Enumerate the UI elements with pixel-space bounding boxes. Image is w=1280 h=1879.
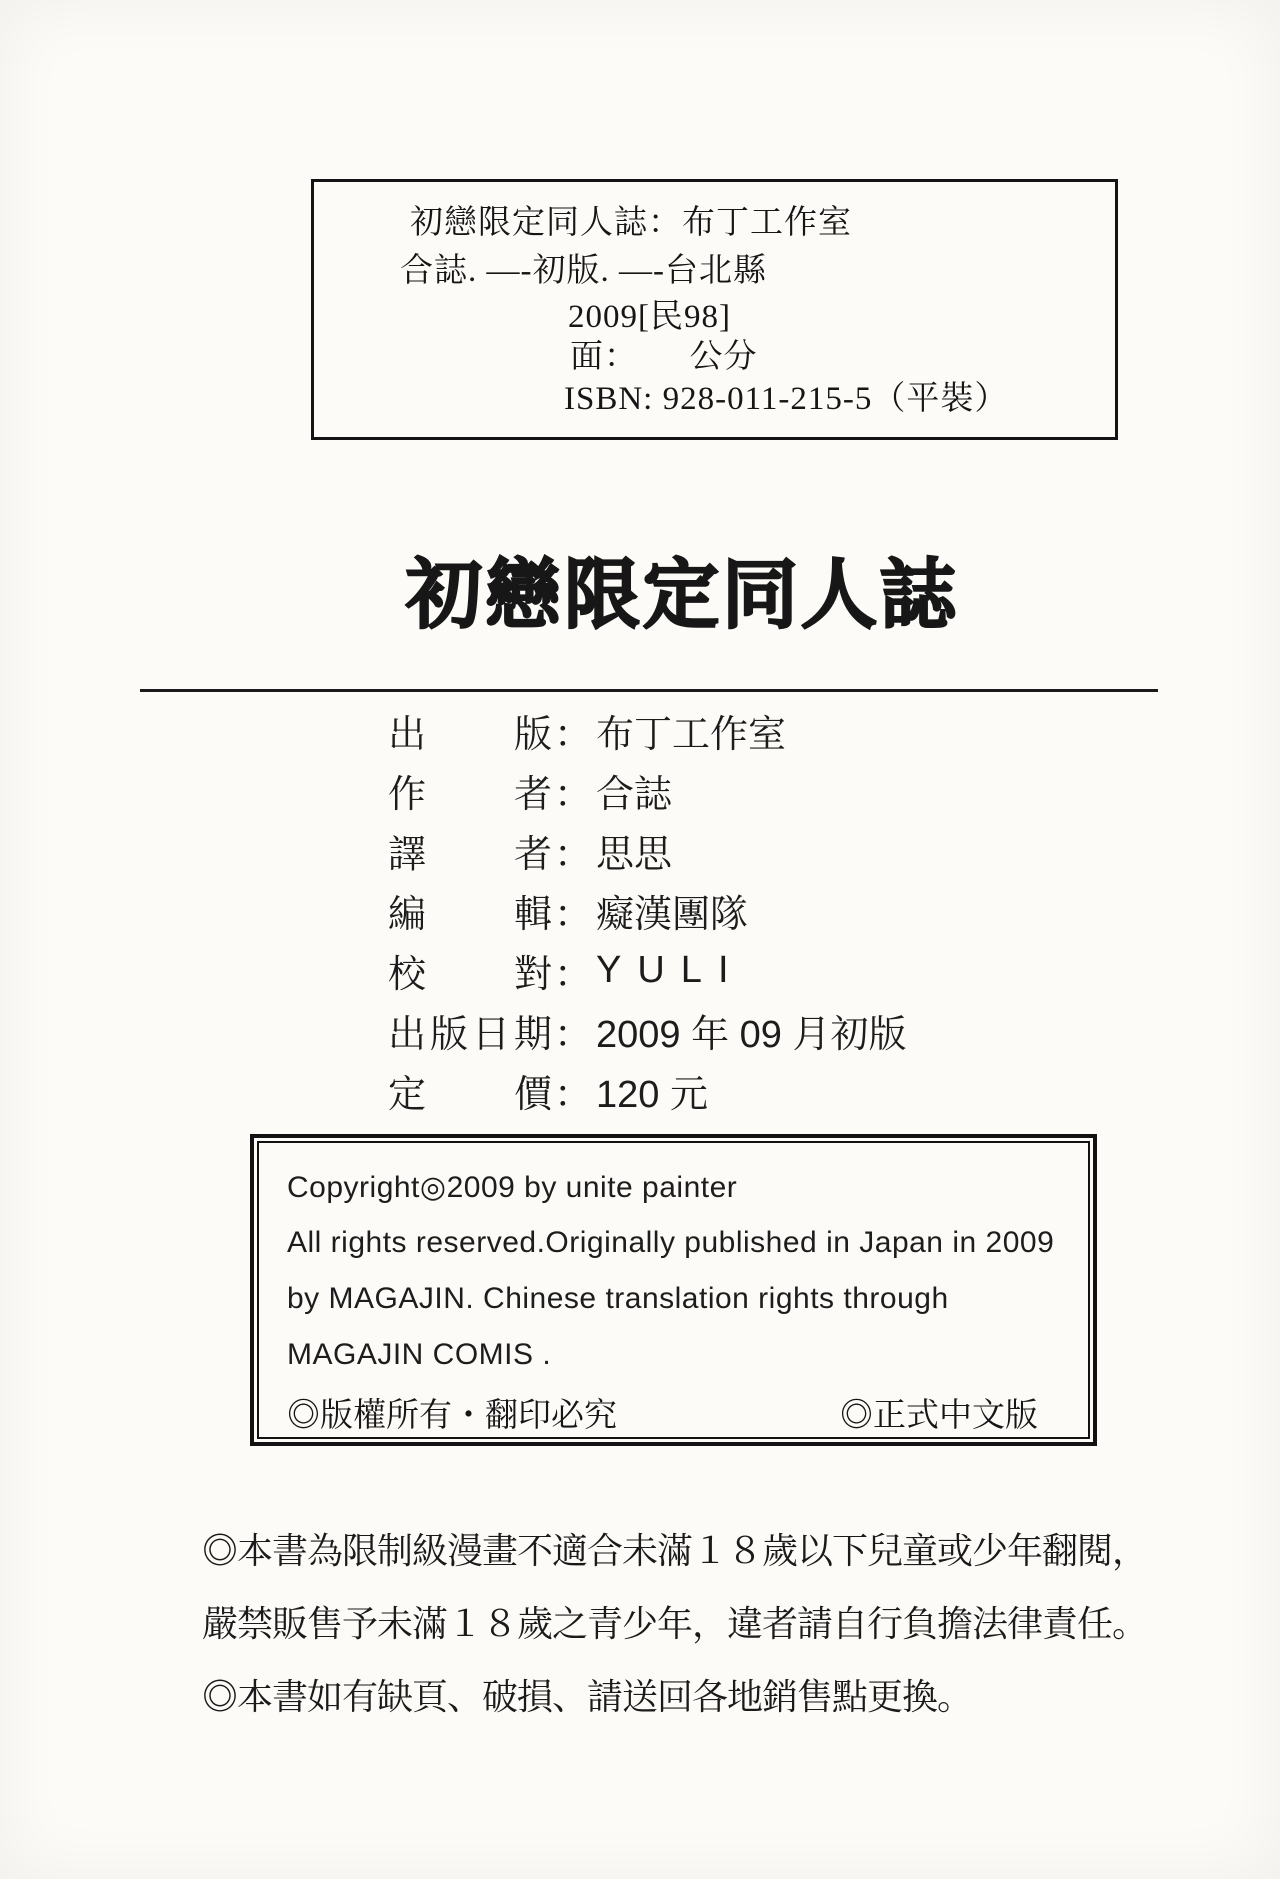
detail-value: 思思 [596, 833, 673, 876]
official-chinese-edition-notice: ◎正式中文版 [840, 1395, 1038, 1433]
detail-label: 校對 [388, 953, 552, 996]
copyright-line-5 [287, 1383, 1038, 1441]
disclaimer-line-1: ◎本書為限制級漫畫不適合未滿１８歲以下兒童或少年翻閱， [202, 1530, 1148, 1571]
catalog-size-line: 面： 公分 [570, 339, 758, 375]
copyright-line-2: All rights reserved.Originally published in Japan in 2009 [287, 1226, 1055, 1259]
catalog-year-line: 2009[民98] [568, 299, 731, 335]
detail-colon: ： [554, 1013, 593, 1056]
copyright-box [250, 1134, 1097, 1446]
publication-details [388, 700, 907, 1120]
copyright-line-3: by MAGAJIN. Chinese translation rights through [287, 1282, 949, 1315]
detail-value: 120 元 [596, 1073, 708, 1116]
disclaimer [202, 1512, 1147, 1731]
detail-colon: ： [554, 713, 593, 756]
detail-value: 合誌 [596, 773, 673, 816]
detail-row-editor [388, 880, 907, 940]
detail-value: 癡漢團隊 [596, 893, 749, 936]
detail-colon: ： [554, 953, 593, 996]
detail-colon: ： [554, 893, 593, 936]
catalog-title-line: 初戀限定同人誌：布丁工作室 [410, 205, 852, 241]
detail-label: 定價 [388, 1073, 552, 1116]
detail-label: 作者 [388, 773, 552, 816]
catalog-isbn-line: ISBN: 928-011-215-5（平裝） [564, 381, 1009, 417]
disclaimer-line-3: ◎本書如有缺頁、破損、請送回各地銷售點更換。 [202, 1676, 973, 1717]
detail-colon: ： [554, 1073, 593, 1116]
detail-row-translator [388, 820, 907, 880]
detail-row-price [388, 1060, 907, 1120]
detail-row-proofreader [388, 940, 907, 1000]
detail-value: 布丁工作室 [596, 713, 787, 756]
detail-row-publish-date [388, 1000, 907, 1060]
catalog-edition-line: 合誌. —-初版. —-台北縣 [400, 253, 767, 289]
detail-value: YULI [596, 948, 745, 991]
detail-row-author [388, 760, 907, 820]
detail-label: 出版 [388, 713, 552, 756]
detail-colon: ： [554, 833, 593, 876]
detail-label: 譯者 [388, 833, 552, 876]
detail-row-publisher [388, 700, 907, 760]
rights-reserved-notice: ◎版權所有・翻印必究 [287, 1395, 617, 1433]
divider-line [140, 689, 1158, 692]
detail-label: 出版日期 [388, 1013, 552, 1056]
copyright-box-inner [257, 1141, 1090, 1439]
detail-label: 編輯 [388, 893, 552, 936]
detail-colon: ： [554, 773, 593, 816]
copyright-line-4: MAGAJIN COMIS . [287, 1338, 552, 1371]
book-title: 初戀限定同人誌 [406, 553, 959, 638]
copyright-line-1: Copyright◎2009 by unite painter [287, 1170, 738, 1204]
detail-value: 2009 年 09 月初版 [596, 1013, 907, 1056]
catalog-card-box [311, 179, 1118, 440]
disclaimer-line-2: 嚴禁販售予未滿１８歲之青少年，違者請自行負擔法律責任。 [202, 1603, 1148, 1644]
